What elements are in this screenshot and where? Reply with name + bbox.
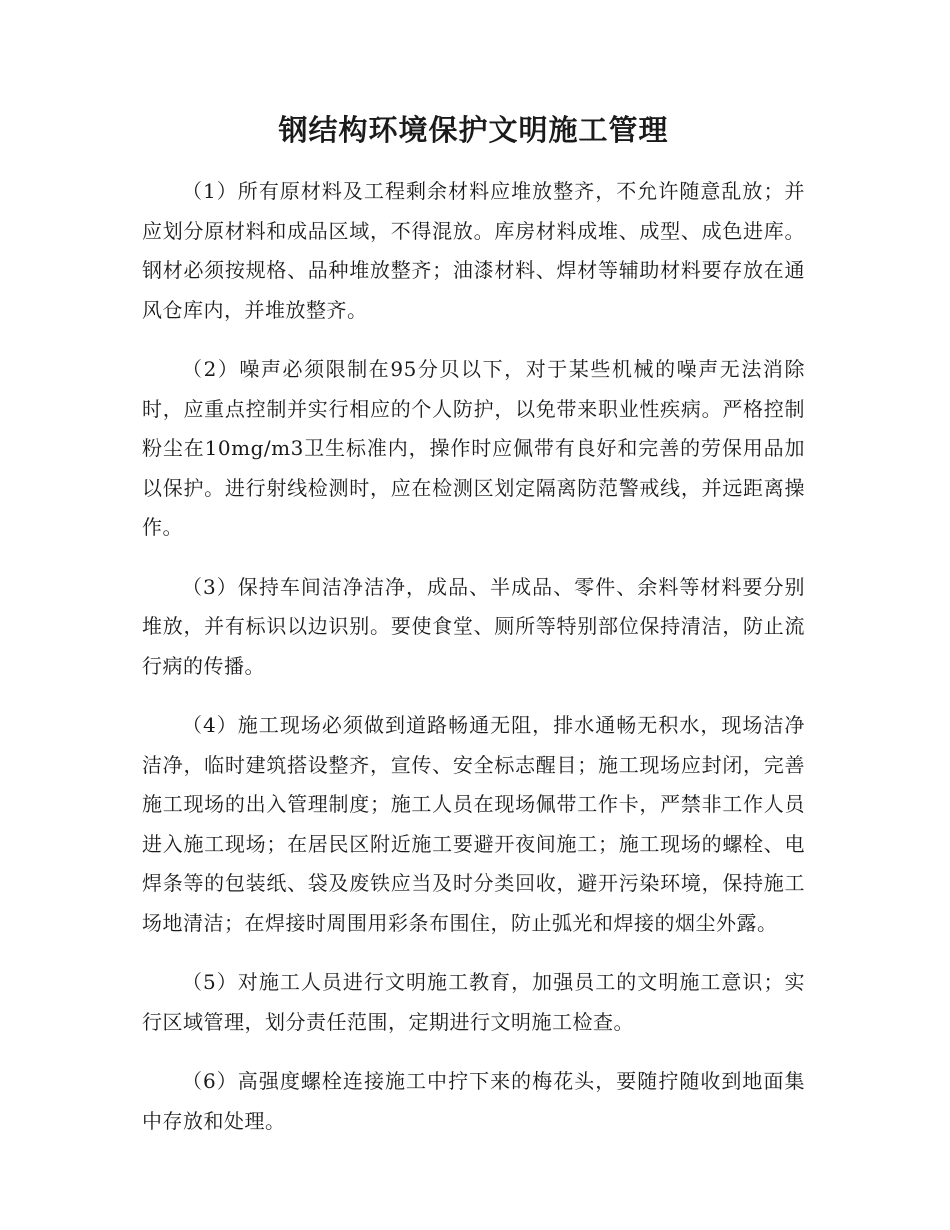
paragraph-5: （5）对施工人员进行文明施工教育，加强员工的文明施工意识；实行区域管理，划分责任范围，定期进行文明施工检查。 — [142, 970, 805, 1034]
document-title: 钢结构环境保护文明施工管理 — [278, 113, 669, 147]
paragraph-6: （6）高强度螺栓连接施工中拧下来的梅花头，要随拧随收到地面集中存放和处理。 — [142, 1069, 805, 1133]
paragraph-1: （1）所有原材料及工程剩余材料应堆放整齐，不允许随意乱放；并应划分原材料和成品区域，不得混放。库房材料成堆、成型、成色进库。钢材必须按规格、品种堆放整齐；油漆材料、焊材等辅助材料要存放在通风仓库内，并堆放整齐。 — [142, 179, 805, 322]
paragraph-2: （2）噪声必须限制在95分贝以下，对于某些机械的噪声无法消除时，应重点控制并实行相应的个人防护，以免带来职业性疾病。严格控制粉尘在10mg/m3卫生标准内，操作时应佩带有良好和完善的劳保用品加以保护。进行射线检测时，应在检测区划定隔离防范警戒线，并远距离操作。 — [142, 357, 805, 539]
paragraph-4: （4）施工现场必须做到道路畅通无阻，排水通畅无积水，现场洁净洁净，临时建筑搭设整齐，宣传、安全标志醒目；施工现场应封闭，完善施工现场的出入管理制度；施工人员在现场佩带工作卡，严禁非工作人员进入施工现场；在居民区附近施工要避开夜间施工；施工现场的螺栓、电焊条等的包装纸、袋及废铁应当及时分类回收，避开污染环境，保持施工场地清洁；在焊接时周围用彩条布围住，防止弧光和焊接的烟尘外露。 — [142, 713, 805, 935]
paragraph-3: （3）保持车间洁净洁净，成品、半成品、零件、余料等材料要分别堆放，并有标识以边识别。要使食堂、厕所等特别部位保持清洁，防止流行病的传播。 — [142, 574, 805, 678]
